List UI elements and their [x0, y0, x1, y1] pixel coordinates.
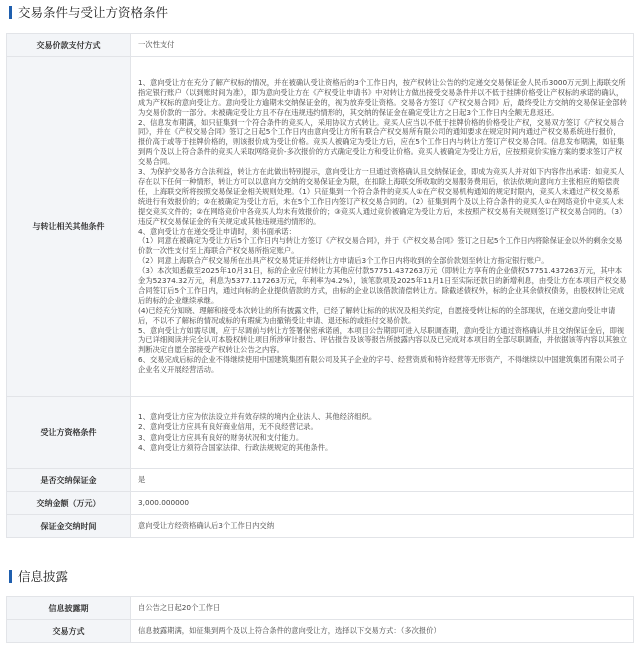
table-row — [7, 620, 634, 643]
table-row — [7, 469, 634, 492]
condition-paragraph: 4、意向受让方在递交受让申请时，须书面承诺： — [138, 226, 296, 236]
deposit-required-value: 是 — [131, 469, 634, 492]
section-title — [6, 2, 634, 22]
section-accent-bar — [9, 6, 12, 19]
table-row — [7, 397, 634, 469]
deposit-deadline-label: 保证金交纳时间 — [7, 515, 131, 538]
qualification-item: 3、意向受让方应具有良好的财务状况和支付能力。 — [138, 432, 304, 442]
trade-conditions-table — [6, 33, 634, 538]
condition-paragraph: 2、信息发布期满，如只征集到一个符合条件的竞买人，采用协议方式转让。竞买人应当以不低于挂牌价格的价格受让产权，交易双方签订《产权交易合同》，并在《产权交易合同》签订之日起5个工作日内由意向受让方所有联合产权交易所有限公司的通知要求在规定时间内通过产权交易系统进行报价，报价高于或等于挂牌价格的，则该报价成为受让价格。竞买人被确定为受让方后，应在5个工作日内与转让方签订产权交易合同。信息发布期满，如征集到两个及以上符合条件的竞买人采取网络竞价-多次报价的方式确定受让方和受让价格。竞买人被确定为受让方后，应按照竞价实施方案的要求签订产权交易合同。 — [138, 117, 625, 167]
section-title-text: 信息披露 — [18, 569, 69, 584]
info-disclosure-section — [6, 566, 634, 643]
trade-method-label: 交易方式 — [7, 620, 131, 643]
table-row — [7, 57, 634, 397]
condition-paragraph: (4)已经充分知晓、理解和接受本次转让的所有披露文件，已经了解转让标的的状况及相关约定，自愿接受转让标的的全部现状，在递交意向受让申请后，不以不了解标的情况或标的有瑕疵为由撤销受让申请、退还标的或拒付交易价款。 — [138, 305, 616, 325]
condition-paragraph: （1）同意在被确定为受让方后5个工作日内与转让方签订《产权交易合同》，并于《产权交易合同》签订之日起5个工作日内将除保证金以外的剩余交易价款一次性支付至上海联合产权交易所指定账户。 — [138, 236, 623, 256]
table-row — [7, 492, 634, 515]
section-title-text: 交易条件与受让方资格条件 — [18, 5, 169, 20]
info-disclosure-table — [6, 596, 634, 643]
qualification-item: 2、意向受让方应具有良好商业信用，无不良经营记录。 — [138, 422, 318, 431]
qualification-label: 受让方资格条件 — [7, 397, 131, 469]
condition-paragraph: 5、意向受让方如需尽调，应于尽调前与转让方签署保密承诺函，本项目公告期即可进入尽职调查期，意向受让方通过资格确认并且交纳保证金后，即视为已详细阅读并完全认可本股权转让项目所涉审计报告、评估报告及该等报告所披露内容以及已完成对本项目的全部尽职调查，并依据该等内容以其独立判断决定自愿全部接受产权转让公告之内容。 — [138, 325, 627, 355]
qualification-item: 4、意向受让方须符合国家法律、行政法规规定的其他条件。 — [138, 443, 333, 452]
deposit-deadline-value: 意向受让方经资格确认后3个工作日内交纳 — [131, 515, 634, 538]
other-conditions-label: 与转让相关其他条件 — [7, 57, 131, 397]
deposit-required-label: 是否交纳保证金 — [7, 469, 131, 492]
section-accent-bar — [9, 570, 12, 583]
qualification-item: 1、意向受让方应为依法设立并有效存续的境内企业法人、其他经济组织。 — [138, 411, 377, 421]
deposit-amount-value: 3,000.000000 — [131, 492, 634, 515]
condition-paragraph: 1、意向受让方在充分了解产权标的情况，并在被确认受让资格后的3个工作日内，按产权转让公告的约定递交交易保证金人民币3000万元到上海联交所指定银行账户（以到账时间为准），即为意向受让方在《产权受让申请书》中对转让方做出接受交易条件并以不低于挂牌价格受让产权标的承诺的确认，成为产权标的意向受让方。意向受让方逾期未交纳保证金的，视为放弃受让资格。交易各方签订《产权交易合同》后，最终受让方交纳的交易保证金部转为交易价款的一部分。未被确定受让方且不存在违规违约情形的，其交纳的保证金在确定受让方之日起3个工作日内全额无息返还。 — [138, 77, 627, 117]
other-conditions-value — [131, 57, 634, 397]
condition-paragraph: （3）本次知悉截至2025年10月31日，标的企业应付转让方其他应付款57751.437263万元（即转让方享有的企业债权57751.437263万元，其中本金为52374.32万元，利息为5377.117263万元，年利率为4.2%），该笔款项及2025年11月1日至实际还款日的新增利息，由受让方在本项目产权交易合同签订后5个工作日内，通过向标的企业提供借款的方式，由标的企业以该借款清偿转让方。除截述债权外，标的企业其余债权债务，由股权转让完成后的标的企业继续承继。 — [138, 266, 627, 305]
trade-method-value: 信息披露期满，如征集到两个及以上符合条件的意向受让方，选择以下交易方式：（多次报价） — [131, 620, 634, 643]
deposit-amount-label: 交纳金额（万元） — [7, 492, 131, 515]
table-row — [7, 515, 634, 538]
disclosure-period-value: 自公告之日起20个工作日 — [131, 597, 634, 620]
section-title — [6, 566, 634, 586]
condition-paragraph: 6、交易完成后标的企业不得继续使用中国建筑集团有限公司及其子企业的字号、经营资质和特许经营等无形资产，不得继续以中国建筑集团有限公司子企业名义开展经营活动。 — [138, 355, 625, 375]
table-row — [7, 34, 634, 57]
disclosure-period-label: 信息披露期 — [7, 597, 131, 620]
payment-method-value: 一次性支付 — [131, 34, 634, 57]
condition-paragraph: （2）同意上海联合产权交易所在出具产权交易凭证并经转让方申请后3个工作日内将收到的全部价款划至转让方指定银行账户。 — [138, 256, 549, 266]
condition-paragraph: 3、为保护交易各方合法利益，转让方在此做出特别提示，意向受让方一旦通过资格确认且交纳保证金，即成为竞买人并对如下内容作出承诺：如竞买人存在以下任何一种情形，转让方可以以意向方交纳的交易保证金为限，在扣除上海联交所收取的交易服务费用后，依法依规向意向方主张相应的赔偿责任，上海联交所将按照交易保证金相关规则处理。（1）只征集到一个符合条件的竞买人①在产权交易机构通知的规定时限内，竞买人未通过产权交易系统进行有效报价的；②在被确定为受让方后，未在5个工作日内签订产权交易合同的。（2）征集到两个及以上符合条件的竞买人①在网络竞价中竞买人未提交竞买文件的；②在网络竞价中各竞买人均未有效报价的；③竞买人通过竞价被确定为受让方后，未按照产权交易有关规则签订产权交易合同的。（3）违反产权交易保证金的有关规定或其他违规违约情形的。 — [138, 167, 627, 226]
payment-method-label: 交易价款支付方式 — [7, 34, 131, 57]
table-row — [7, 597, 634, 620]
trade-conditions-section — [6, 2, 634, 538]
qualification-value — [131, 397, 634, 469]
